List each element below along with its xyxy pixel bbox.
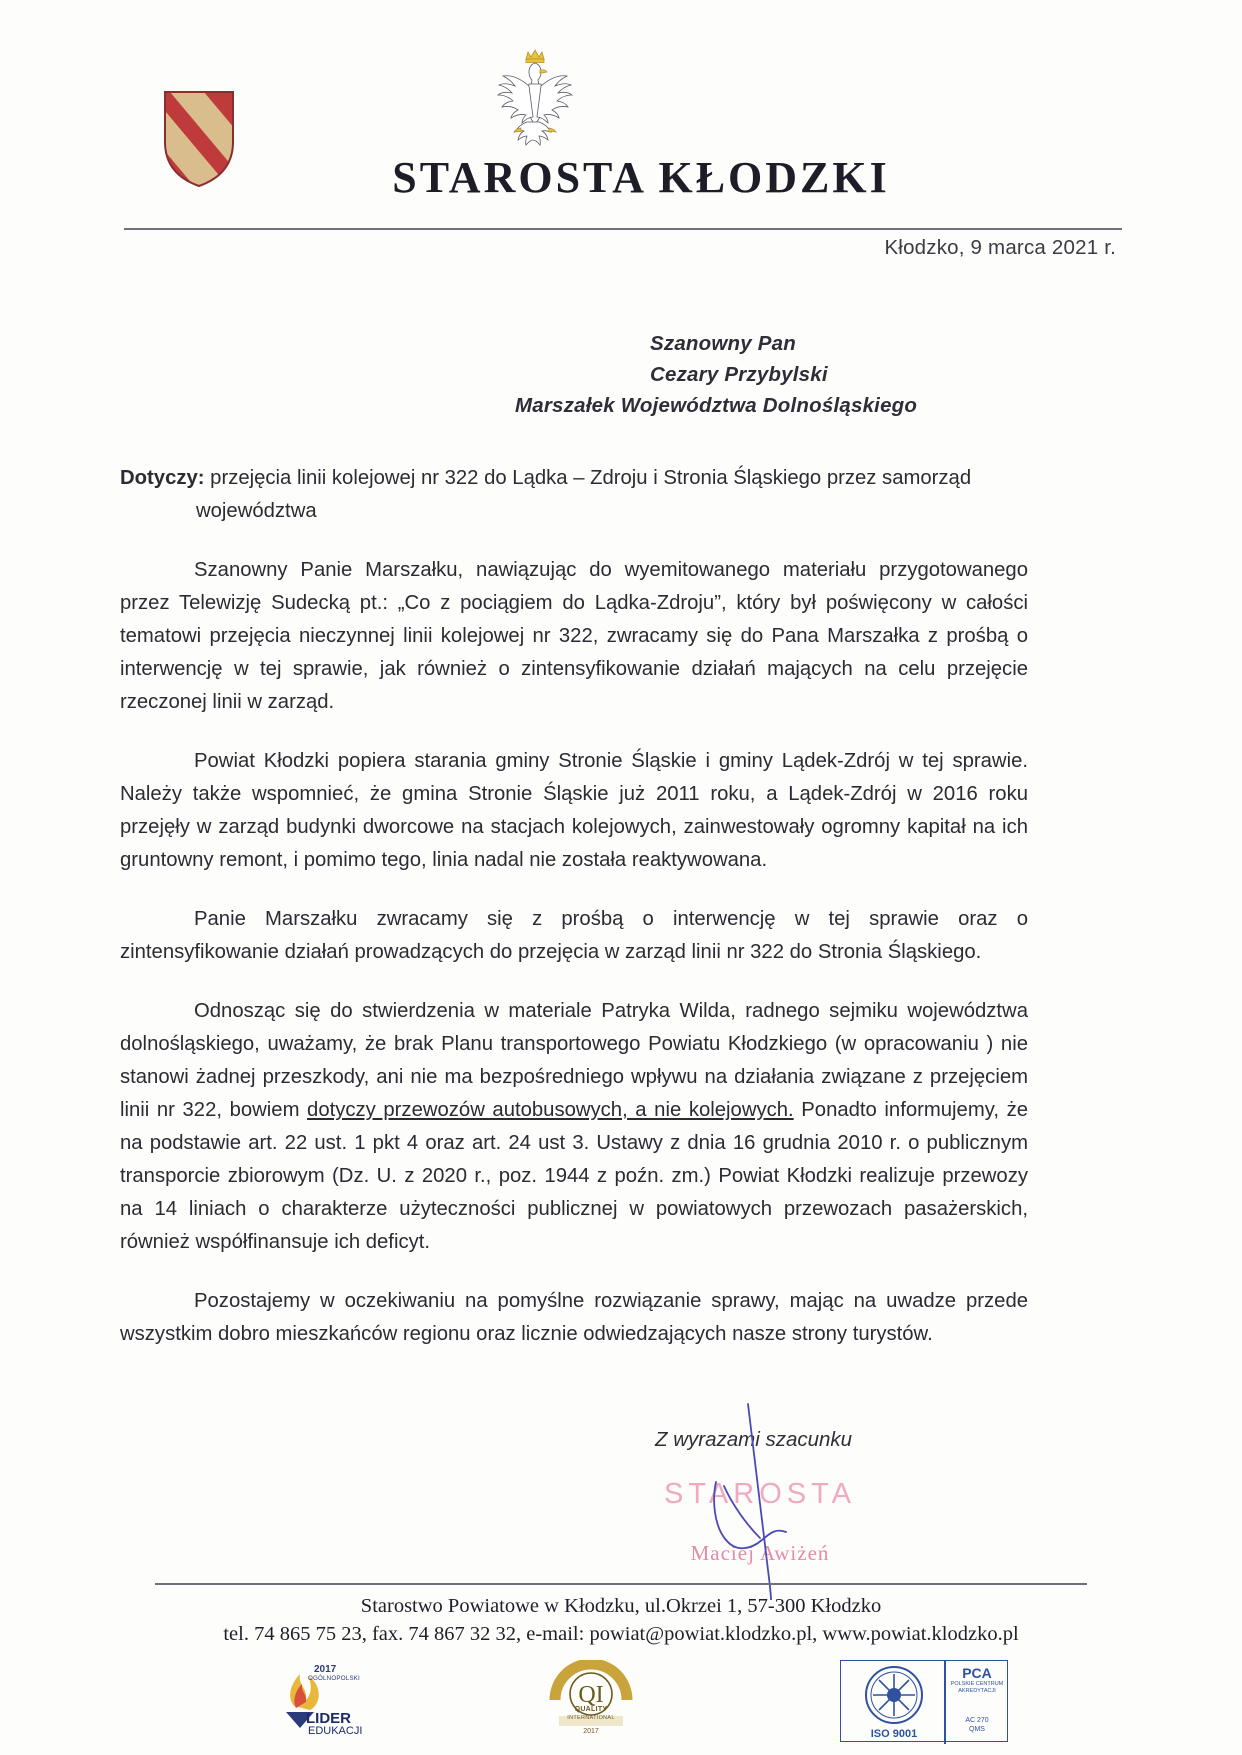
paragraph-5: Pozostajemy w oczekiwaniu na pomyślne rozwiązanie sprawy, mając na uwadze przede wszystkim dobro mieszkańców regionu oraz licznie odwiedzających nasze strony turystów. xyxy=(120,1290,1028,1345)
date-line: Kłodzko, 9 marca 2021 r. xyxy=(884,236,1116,259)
paragraph-4-underlined: dotyczy przewozów autobusowych, a nie kolejowych. xyxy=(307,1099,794,1121)
stamp-name: Maciej Awiżeń xyxy=(690,1541,830,1565)
footer-address: Starostwo Powiatowe w Kłodzku, ul.Okrzei 1, 57-300 Kłodzko xyxy=(360,1595,882,1617)
lider-name: LIDER xyxy=(306,1710,351,1727)
pca-code-line2: QMS xyxy=(969,1726,985,1733)
stamp-title: STAROSTA xyxy=(664,1478,856,1510)
pca-sub-label: POLSKIE CENTRUM AKREDYTACJI xyxy=(950,1681,1004,1694)
paragraph-3: Panie Marszałku zwracamy się z prośbą o interwencję w tej sprawie oraz o zintensyfikowanie działań prowadzących do przejęcia w zarząd linii nr 322 do Stronia Śląskiego. xyxy=(120,908,1028,963)
addressee-block xyxy=(515,328,917,421)
closing-phrase: Z wyrazami szacunku xyxy=(655,1428,853,1451)
addressee-name: Cezary Przybylski xyxy=(650,363,828,386)
iso-label: ISO 9001 xyxy=(870,1728,918,1740)
subject-label: Dotyczy: xyxy=(120,467,205,489)
iso-divider xyxy=(944,1660,946,1744)
letter-body xyxy=(120,462,1028,1351)
polish-eagle-icon xyxy=(487,42,583,162)
paragraph-4-after: Ponadto informujemy, że na podstawie art. 22 ust. 1 pkt 4 oraz art. 24 ust 3. Ustawy z dnia 16 grudnia 2010 r. o publicznym transporcie zbiorowym (Dz. U. z 2020 r., poz. 1944 z poźn. zm.) Powiat Kłodzki realizuje przewozy na 14 liniach o charakterze użyteczności publicznej w powiatowych przewozach pasażerskich, również współfinansuje ich deficyt. xyxy=(120,1099,1028,1253)
lider-year: 2017 xyxy=(314,1664,337,1675)
quality-year: 2017 xyxy=(583,1728,599,1735)
pca-label: PCA xyxy=(962,1665,992,1681)
letterhead xyxy=(0,0,1242,250)
addressee-salutation: Szanowny Pan xyxy=(650,332,796,355)
footer-divider xyxy=(155,1583,1087,1585)
quality-line2: INTERNATIONAL xyxy=(567,1715,615,1721)
paragraph-1: Szanowny Panie Marszałku, nawiązując do wyemitowanego materiału przygotowanego przez Telewizję Sudecką pt.: „Co z pociągiem do Lądka-Zdroju”, który był poświęcony w całości tematowi przejęcia nieczynnej linii kolejowej nr 322, zwracamy się do Pana Marszałka z prośbą o interwencję w tej sprawie, jak również o zintensyfikowanie działań mających na celu przejęcie rzeczonej linii w zarząd. xyxy=(120,559,1028,713)
header-divider xyxy=(124,228,1122,230)
piz-emblem-icon xyxy=(846,1664,942,1726)
subject-text: przejęcia linii kolejowej nr 322 do Lądka – Zdroju i Stronia Śląskiego przez samorząd xyxy=(204,467,972,489)
paragraph-2: Powiat Kłodzki popiera starania gminy Stronie Śląskie i gminy Lądek-Zdrój w tej sprawie. Należy także wspomnieć, że gmina Stronie Śląskie już 2011 roku, a Lądek-Zdrój w 2016 roku przejęły w zarząd budynki dworcowe na stacjach kolejowych, zainwestowały ogromny kapitał na ich gruntowny remont, i pomimo tego, linia nadal nie została reaktywowana. xyxy=(120,750,1028,871)
certification-logos xyxy=(0,1660,1242,1746)
iso-9001-logo xyxy=(840,1660,1010,1744)
footer-contact xyxy=(0,1592,1242,1648)
lider-edukacji-logo xyxy=(278,1660,388,1740)
official-stamp xyxy=(645,1478,875,1570)
page-title: STAROSTA KŁODZKI xyxy=(392,153,890,202)
paragraph-4 xyxy=(120,995,1028,1259)
svg-text:QI: QI xyxy=(578,1682,604,1708)
addressee-title: Marszałek Województwa Dolnośląskiego xyxy=(515,394,918,417)
pca-code xyxy=(948,1716,1006,1734)
quality-international-logo xyxy=(545,1660,637,1744)
pca-code-line1: AC 270 xyxy=(965,1717,989,1724)
quality-line1: QUALITY xyxy=(574,1706,608,1713)
subject-line xyxy=(120,462,1028,528)
lider-top-text: OGÓLNOPOLSKI xyxy=(308,1675,360,1682)
lider-sub: EDUKACJI xyxy=(308,1725,363,1737)
subject-continuation: województwa xyxy=(196,500,317,522)
footer-phone-email: tel. 74 865 75 23, fax. 74 867 32 32, e-mail: powiat@powiat.klodzko.pl, www.powiat.klodzko.pl xyxy=(223,1623,1019,1645)
paragraph-4-before: Odnosząc się do stwierdzenia w materiale Patryka Wilda, radnego sejmiku województwa dolnośląskiego, uważamy, że brak Planu transportowego Powiatu Kłodzkiego (w opracowaniu ) nie stanowi żadnej przeszkody, ani nie ma bezpośredniego wpływu na działania związane z przejęciem linii nr 322, bowiem xyxy=(120,1000,1028,1121)
